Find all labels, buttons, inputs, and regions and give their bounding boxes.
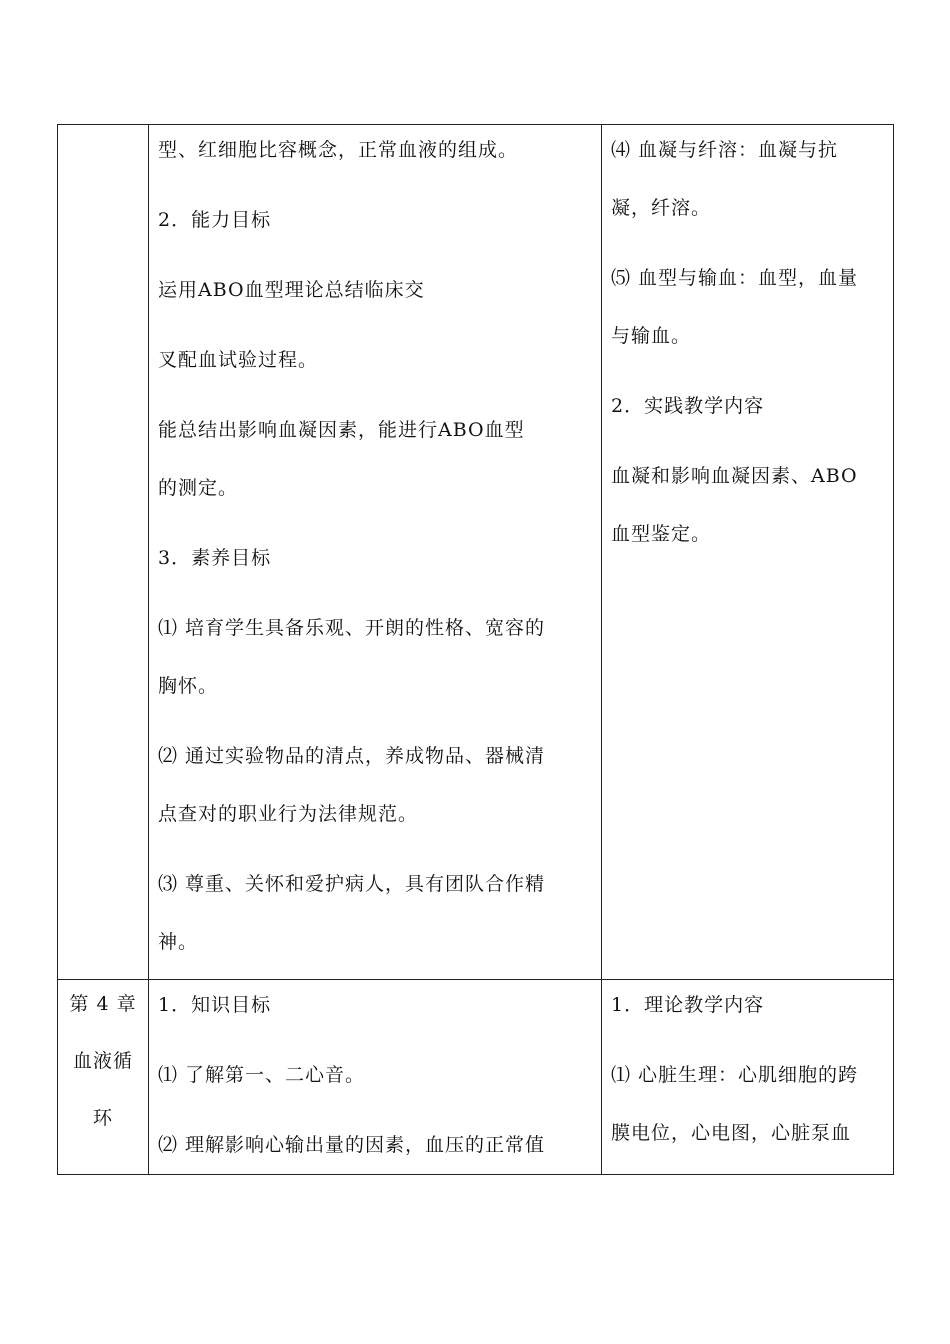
content-line: ⑷ 血凝与纤溶：血凝与抗 [611, 139, 839, 161]
content-cell [602, 980, 894, 1175]
table-row [58, 980, 894, 1175]
objective-line: 胸怀。 [158, 675, 219, 697]
curriculum-table [57, 124, 894, 1175]
objective-line: ⑴ 培育学生具备乐观、开朗的性格、宽容的 [158, 617, 546, 639]
content-line: ⑸ 血型与输血：血型，血量 [611, 267, 859, 289]
content-line: 血型鉴定。 [611, 523, 712, 545]
objective-line: 运用ABO血型理论总结临床交 [158, 279, 425, 301]
objective-heading: 1．知识目标 [158, 994, 272, 1016]
objective-heading: 3．素养目标 [158, 547, 272, 569]
chapter-cell [58, 980, 149, 1175]
objective-line: ⑴ 了解第一、二心音。 [158, 1064, 366, 1086]
content-heading: 1．理论教学内容 [611, 994, 765, 1016]
objective-line: 神。 [158, 931, 199, 953]
content-cell [602, 125, 894, 980]
objective-line: 的测定。 [158, 477, 239, 499]
content-line: 血凝和影响血凝因素、ABO [611, 465, 858, 487]
content-line: ⑴ 心脏生理：心肌细胞的跨 [611, 1064, 859, 1086]
objective-line: 型、红细胞比容概念，正常血液的组成。 [158, 139, 519, 161]
objective-line: 叉配血试验过程。 [158, 349, 319, 371]
chapter-label: 第 4 章 [69, 993, 137, 1015]
objective-line: 点查对的职业行为法律规范。 [158, 803, 419, 825]
objective-heading: 2．能力目标 [158, 209, 272, 231]
content-line: 与输血。 [611, 325, 692, 347]
objectives-cell [149, 980, 602, 1175]
objective-line: 能总结出影响血凝因素，能进行ABO血型 [158, 419, 525, 441]
content-line: 凝，纤溶。 [611, 197, 712, 219]
content-line: 膜电位，心电图，心脏泵血 [611, 1122, 852, 1144]
content-heading: 2．实践教学内容 [611, 395, 765, 417]
chapter-title: 环 [92, 1107, 113, 1129]
table-row [58, 125, 894, 980]
objective-line: ⑶ 尊重、关怀和爱护病人，具有团队合作精 [158, 873, 546, 895]
objective-line: ⑵ 通过实验物品的清点，养成物品、器械清 [158, 745, 546, 767]
objective-line: ⑵ 理解影响心输出量的因素，血压的正常值 [158, 1134, 546, 1156]
objectives-cell [149, 125, 602, 980]
chapter-title: 血液循 [72, 1050, 133, 1072]
chapter-cell [58, 125, 149, 980]
